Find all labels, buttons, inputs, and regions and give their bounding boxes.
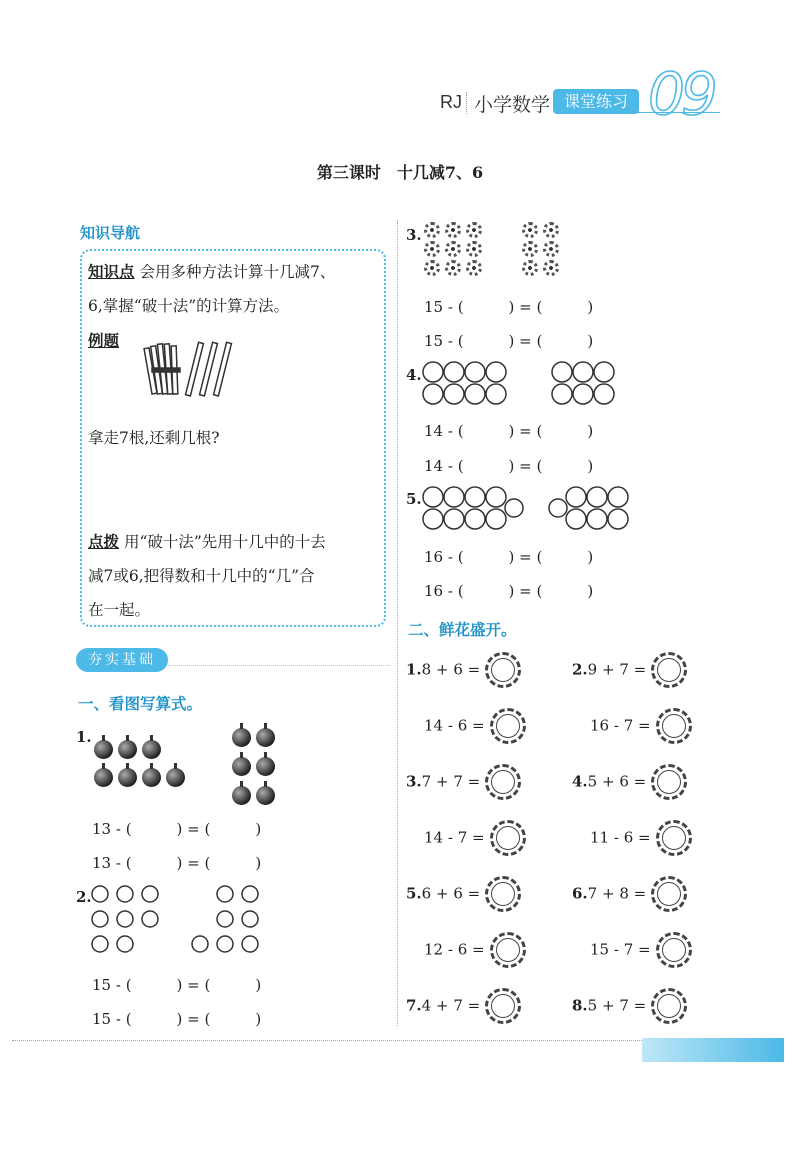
flower-item-8 [572, 988, 687, 1024]
flower-item-6 [572, 876, 687, 912]
tip-label: 点拨 [88, 532, 120, 551]
answer-flower[interactable] [651, 988, 687, 1024]
answer-flower[interactable] [656, 708, 692, 744]
flower-item-3-b-row [424, 820, 526, 856]
problem-4-eq1: 14 - ( ) = ( ) [424, 422, 594, 440]
footer-bar [642, 1038, 784, 1062]
flower-item-2-b: 16 - 7 = [590, 716, 651, 735]
flower-item-2-number: 2. [572, 660, 588, 679]
answer-flower[interactable] [485, 764, 521, 800]
answer-flower[interactable] [485, 988, 521, 1024]
problem-5-eq2: 16 - ( ) = ( ) [424, 582, 594, 600]
flower-item-7-a: 4 + 7 = [421, 996, 481, 1015]
flower-item-5-b: 12 - 6 = [424, 940, 485, 959]
problem-1-eq2: 13 - ( ) = ( ) [92, 854, 262, 872]
flower-item-4-b-row [590, 820, 692, 856]
problem-4-number: 4. [406, 366, 422, 384]
flower-item-4-b: 11 - 6 = [590, 828, 651, 847]
problem-2-number: 2. [76, 888, 92, 906]
flower-item-5-b-row [424, 932, 526, 968]
problem-2-eq1: 15 - ( ) = ( ) [92, 976, 262, 994]
apples-group-b [94, 768, 204, 791]
lesson-title: 第三课时 十几减7、6 [316, 163, 484, 182]
example-question: 拿走7根,还剩几根? [88, 429, 220, 447]
section1-title: 一、看图写算式。 [78, 695, 203, 713]
apples-group-c [232, 728, 282, 809]
flower-item-5 [406, 876, 521, 912]
section2-title: 二、鲜花盛开。 [408, 621, 517, 639]
point-text-2: 6,掌握“破十法”的计算方法。 [88, 297, 290, 315]
answer-flower[interactable] [656, 820, 692, 856]
problem-4-eq2: 14 - ( ) = ( ) [424, 457, 594, 475]
problem-2-eq2: 15 - ( ) = ( ) [92, 1010, 262, 1028]
header-divider [466, 92, 468, 114]
flower-item-6-number: 6. [572, 884, 588, 903]
basics-banner: 夯实基础 [76, 648, 168, 672]
flower-item-2-b-row [590, 708, 692, 744]
sticks-illustration [140, 334, 240, 400]
problem-3-eq1: 15 - ( ) = ( ) [424, 298, 594, 316]
flower-item-6-b-row [590, 932, 692, 968]
flower-item-8-a: 5 + 7 = [587, 996, 647, 1015]
flower-item-7-number: 7. [406, 996, 422, 1015]
flower-item-4-a: 5 + 6 = [587, 772, 647, 791]
flower-item-1-b: 14 - 6 = [424, 716, 485, 735]
flower-item-1 [406, 652, 521, 688]
tip-text-2: 减7或6,把得数和十几中的“几”合 [88, 567, 315, 585]
footer-rule [12, 1040, 642, 1041]
flower-item-1-a: 8 + 6 = [421, 660, 481, 679]
column-divider [397, 220, 398, 1026]
flower-item-3-a: 7 + 7 = [421, 772, 481, 791]
flower-item-6-a: 7 + 8 = [587, 884, 647, 903]
circles-illustration-2 [90, 884, 270, 956]
flower-item-2 [572, 652, 687, 688]
flowers-group-a [424, 222, 504, 276]
answer-flower[interactable] [485, 876, 521, 912]
answer-flower[interactable] [490, 932, 526, 968]
practice-badge: 课堂练习 [553, 89, 639, 114]
flower-item-4-number: 4. [572, 772, 588, 791]
flower-item-4 [572, 764, 687, 800]
point-text-1: 会用多种方法计算十几减7、 [139, 263, 336, 281]
answer-flower[interactable] [490, 708, 526, 744]
tip-text-3: 在一起。 [88, 601, 151, 619]
problem-3-eq2: 15 - ( ) = ( ) [424, 332, 594, 350]
apples-group-a [94, 740, 174, 763]
example-label: 例题 [88, 331, 120, 350]
flower-item-5-number: 5. [406, 884, 422, 903]
problem-1-eq1: 13 - ( ) = ( ) [92, 820, 262, 838]
problem-1-number: 1. [76, 728, 92, 746]
flower-item-1-b-row [424, 708, 526, 744]
flower-item-2-a: 9 + 7 = [587, 660, 647, 679]
problem-3-number: 3. [406, 226, 422, 244]
flower-item-3-b: 14 - 7 = [424, 828, 485, 847]
point-label: 知识点 [88, 262, 135, 281]
page-number: 09 [648, 60, 714, 128]
flower-item-3 [406, 764, 521, 800]
answer-flower[interactable] [485, 652, 521, 688]
answer-flower[interactable] [651, 652, 687, 688]
flower-item-8-number: 8. [572, 996, 588, 1015]
subject-label: 小学数学 [474, 94, 551, 116]
answer-flower[interactable] [656, 932, 692, 968]
header-rule [560, 112, 720, 113]
circles-illustration-4 [422, 360, 622, 406]
knowledge-point [88, 260, 335, 282]
flowers-group-b [522, 222, 572, 276]
flower-item-5-a: 6 + 6 = [421, 884, 481, 903]
series-label: RJ [440, 92, 462, 112]
flower-item-6-b: 15 - 7 = [590, 940, 651, 959]
answer-flower[interactable] [651, 764, 687, 800]
knowledge-tab: 知识导航 [80, 224, 141, 242]
problem-5-eq1: 16 - ( ) = ( ) [424, 548, 594, 566]
problem-5-number: 5. [406, 490, 422, 508]
flower-item-1-number: 1. [406, 660, 422, 679]
flower-item-3-number: 3. [406, 772, 422, 791]
tip-text-1: 用“破十法”先用十几中的十去 [123, 533, 326, 551]
banner-rule [168, 665, 390, 666]
answer-flower[interactable] [490, 820, 526, 856]
answer-flower[interactable] [651, 876, 687, 912]
flower-item-7 [406, 988, 521, 1024]
tip-line-1 [88, 530, 326, 552]
circles-illustration-5 [422, 486, 632, 532]
